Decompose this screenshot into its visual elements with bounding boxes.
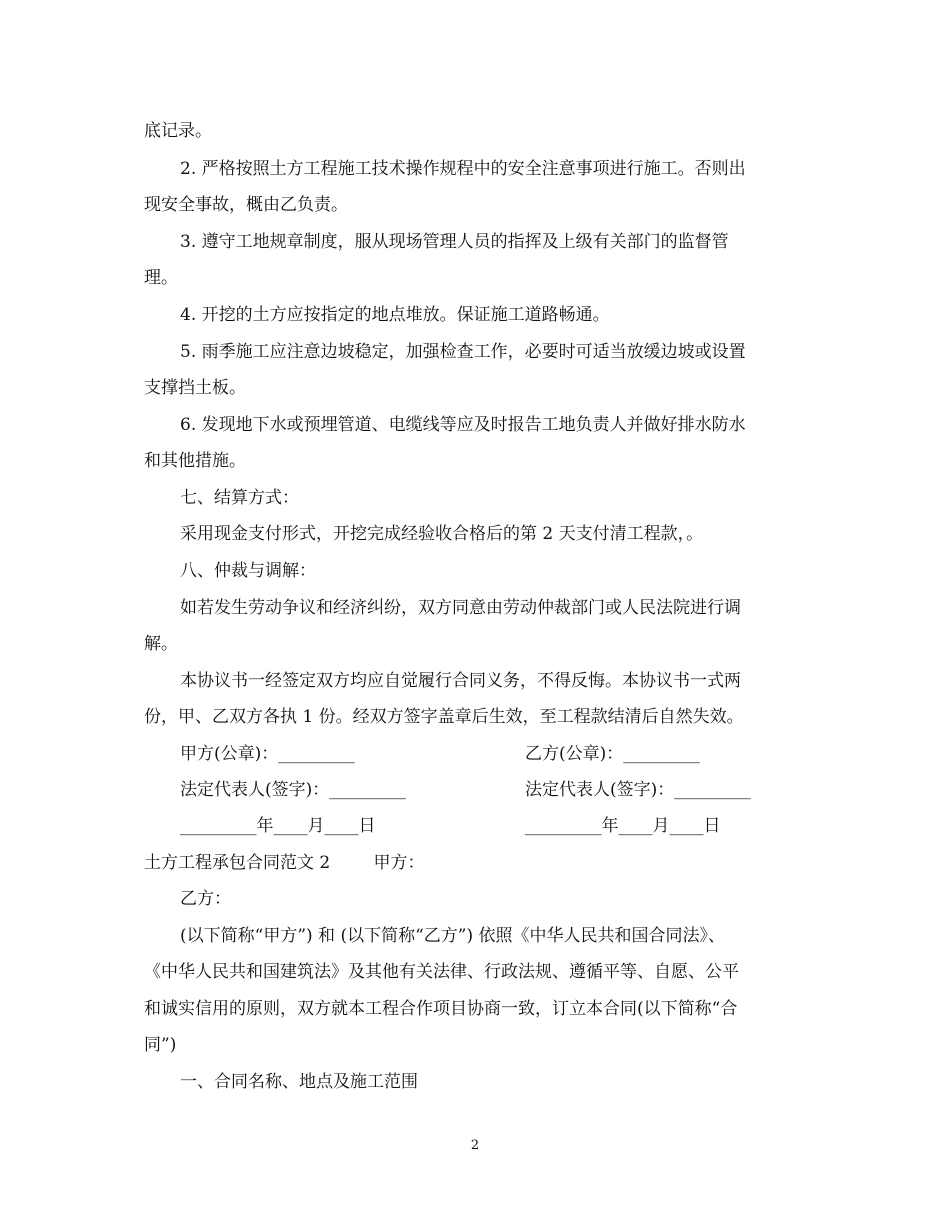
text-line: 理。 xyxy=(144,268,178,288)
text-line: 支撑挡土板。 xyxy=(144,378,246,398)
party-a-rep-field: 法定代表人(签字)：_________ xyxy=(180,780,406,800)
page-number: 2 xyxy=(470,1138,480,1153)
text-line: 份，甲、乙双方各执 1 份。经双方签字盖章后生效，至工程款结清后自然失效。 xyxy=(144,707,744,727)
party-a-date-field: _________年____月____日 xyxy=(180,816,376,836)
party-b-rep-field: 法定代表人(签字)：_________ xyxy=(525,780,751,800)
text-line: 和诚实信用的原则，双方就本工程合作项目协商一致，订立本合同(以下简称“合 xyxy=(144,999,738,1019)
text-line: 4. 开挖的土方应按指定的地点堆放。保证施工道路畅通。 xyxy=(180,305,610,325)
text-line: 乙方： xyxy=(180,889,231,909)
party-a-seal-field: 甲方(公章)：_________ xyxy=(180,744,355,764)
party-b-seal-field: 乙方(公章)：_________ xyxy=(525,744,700,764)
text-line: 和其他措施。 xyxy=(144,451,246,471)
party-b-date-field: _________年____月____日 xyxy=(525,816,721,836)
text-line: 2. 严格按照土方工程施工技术操作规程中的安全注意事项进行施工。否则出 xyxy=(180,159,746,179)
text-line: 同”) xyxy=(144,1035,177,1055)
text-line: 5. 雨季施工应注意边坡稳定，加强检查工作，必要时可适当放缓边坡或设置 xyxy=(180,342,746,362)
text-line: 本协议书一经签定双方均应自觉履行合同义务，不得反悔。本协议书一式两 xyxy=(180,671,741,691)
text-line: 6. 发现地下水或预埋管道、电缆线等应及时报告工地负责人并做好排水防水 xyxy=(180,415,746,435)
text-line: 采用现金支付形式，开挖完成经验收合格后的第 2 天支付清工程款，。 xyxy=(180,524,704,544)
section-heading: 八、仲裁与调解： xyxy=(180,561,316,581)
text-line: (以下简称“甲方”) 和 (以下简称“乙方”) 依照《中华人民共和国合同法》、 xyxy=(180,926,726,946)
contract-title-line: 土方工程承包合同范文 2 甲方： xyxy=(144,853,425,873)
section-heading: 七、结算方式： xyxy=(180,488,299,508)
text-line: 如若发生劳动争议和经济纠纷，双方同意由劳动仲裁部门或人民法院进行调 xyxy=(180,598,741,618)
section-heading: 一、合同名称、地点及施工范围 xyxy=(180,1072,418,1092)
text-line: 《中华人民共和国建筑法》及其他有关法律、行政法规、遵循平等、自愿、公平 xyxy=(144,962,739,982)
text-line: 底记录。 xyxy=(144,121,212,141)
text-line: 解。 xyxy=(144,634,178,654)
text-line: 现安全事故，概由乙负责。 xyxy=(144,195,348,215)
text-line: 3. 遵守工地规章制度，服从现场管理人员的指挥及上级有关部门的监督管 xyxy=(180,232,729,252)
